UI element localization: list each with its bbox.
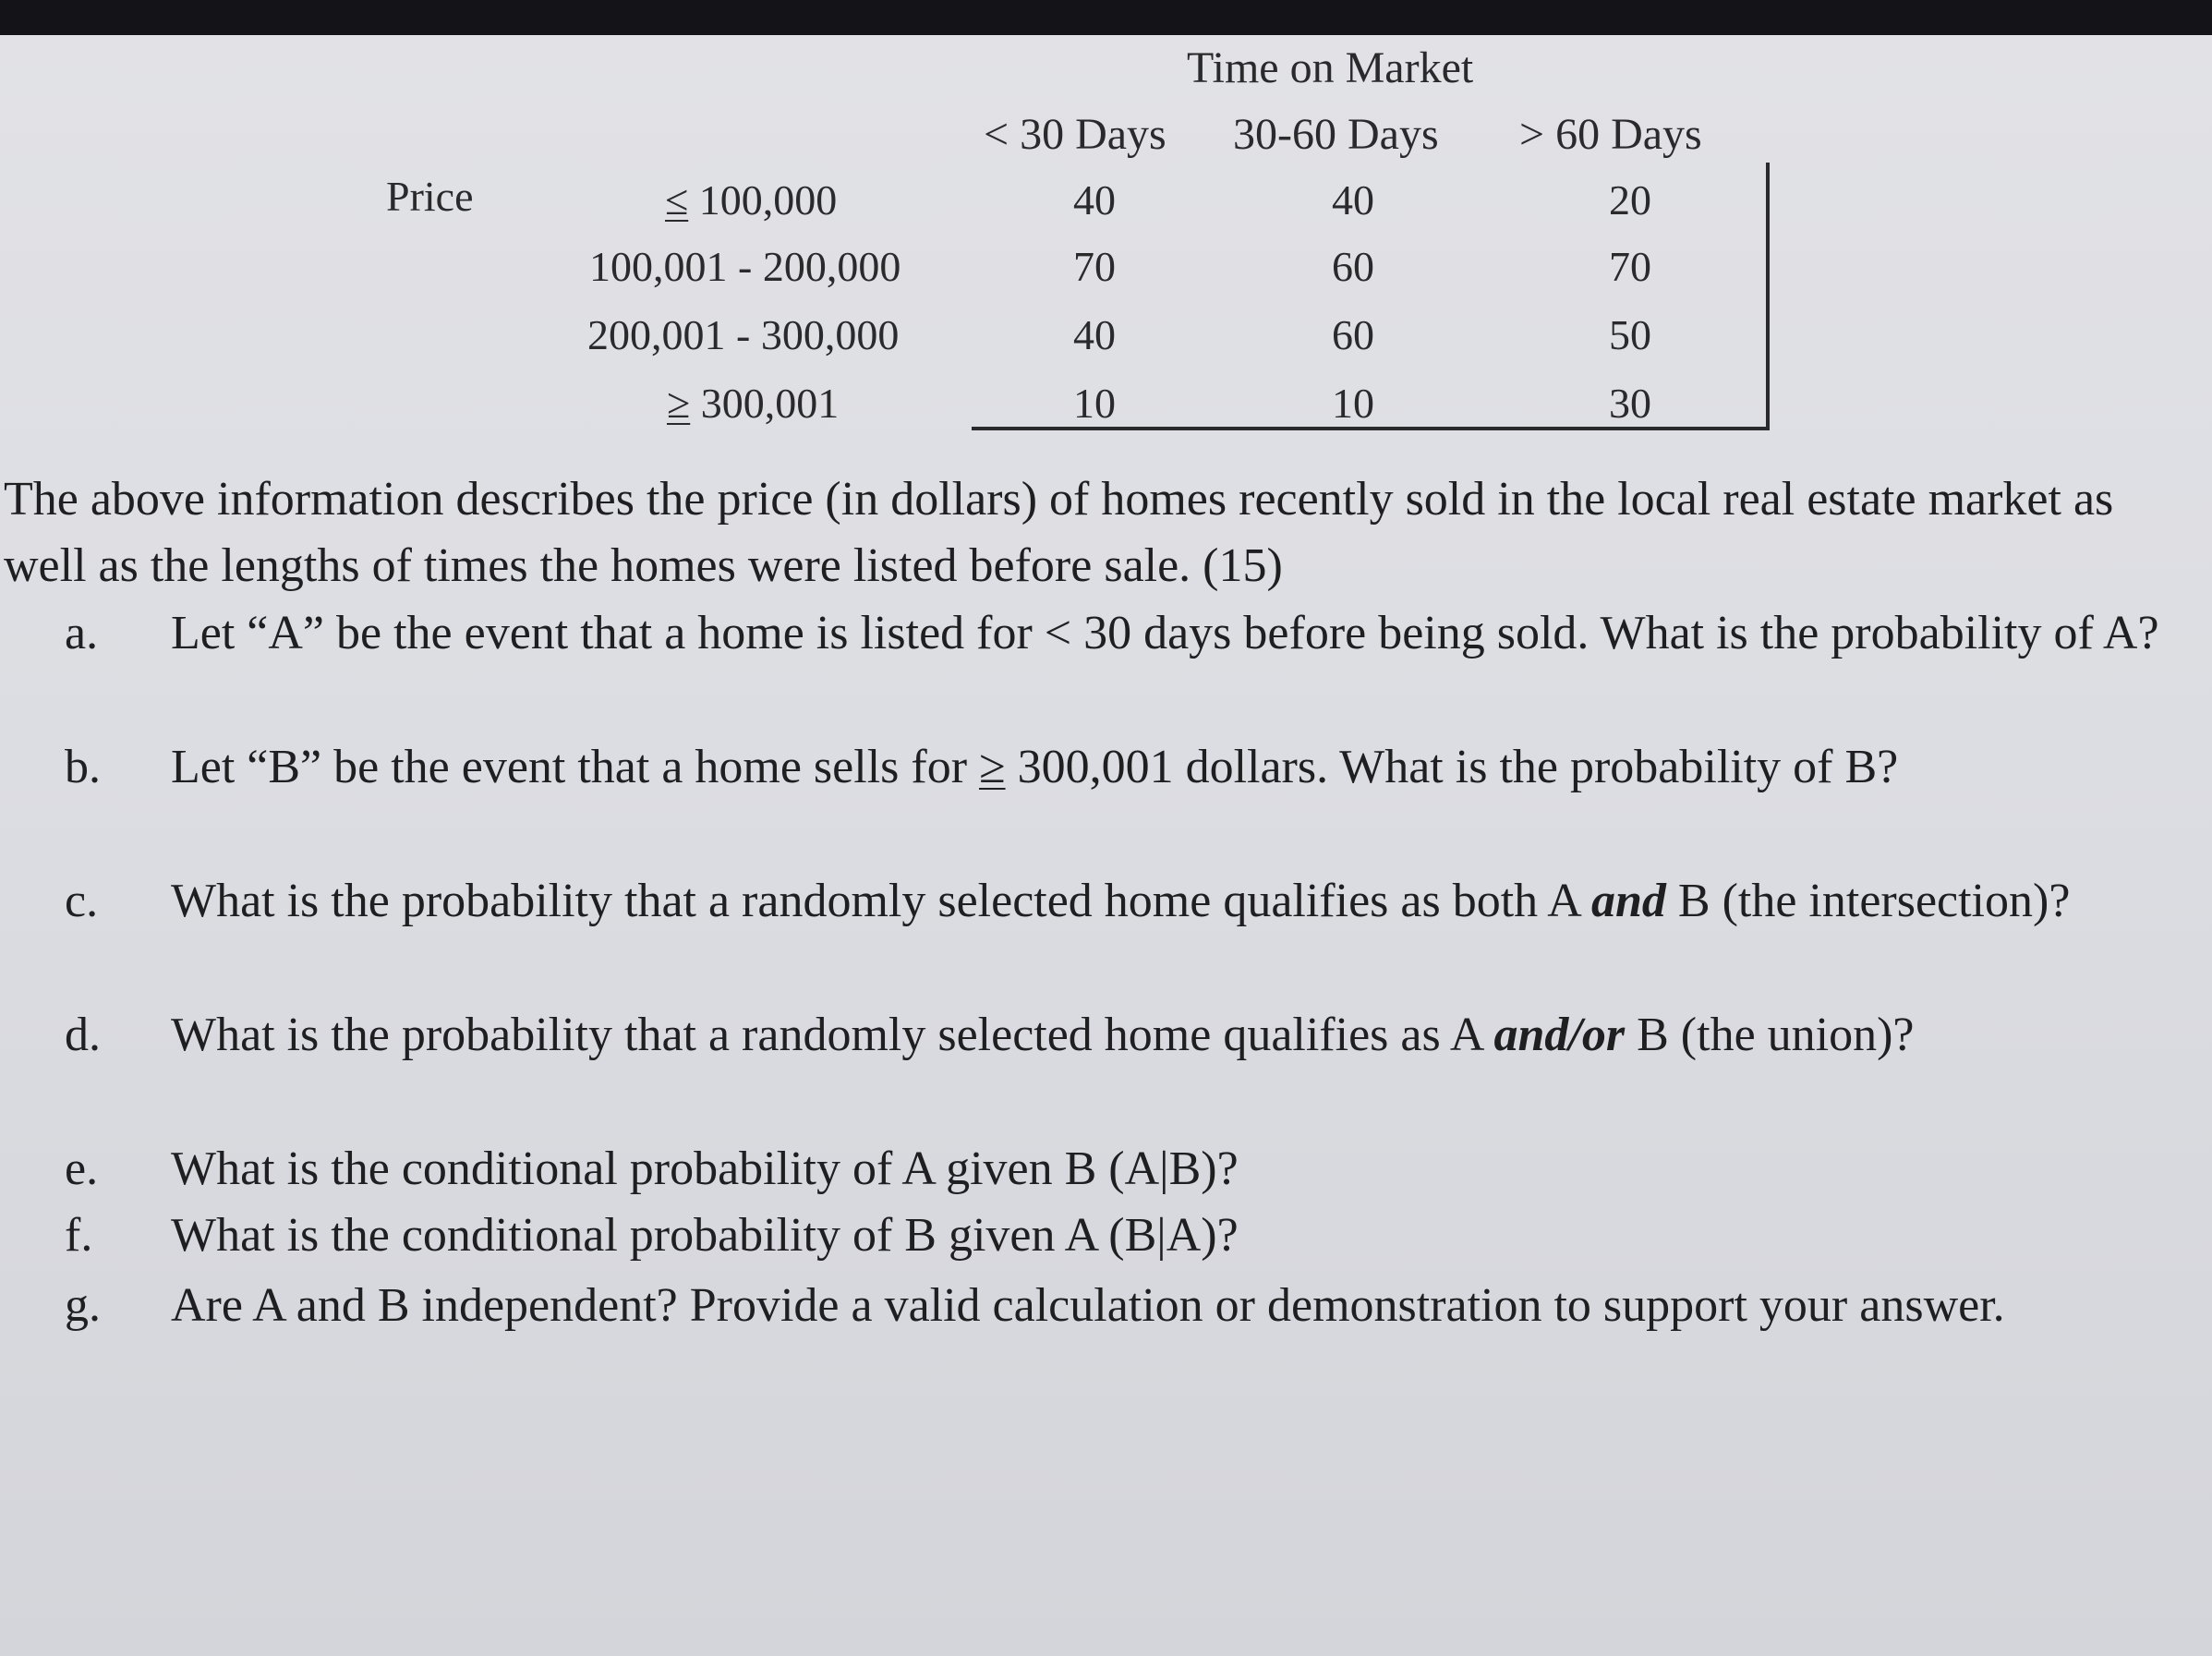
question-text-part: Let “B” be the event that a home sells for xyxy=(171,741,980,793)
row-label-2: 100,001 - 200,000 xyxy=(589,243,901,290)
question-letter: g. xyxy=(65,1279,101,1332)
table-cell: 60 xyxy=(1332,243,1374,290)
question-text-part: Let “A” be the event that a home is listed for < 30 days before being sold. What is the probability of A? xyxy=(171,607,2159,659)
question-text-part: What is the conditional probability of A given B (A|B)? xyxy=(171,1142,1239,1195)
row-label-3: 200,001 - 300,000 xyxy=(587,311,900,358)
question-letter: e. xyxy=(65,1142,99,1195)
table-cell: 40 xyxy=(1073,311,1116,358)
question-text xyxy=(171,600,2175,667)
question-a xyxy=(65,600,2189,667)
column-header-gt60: > 60 Days xyxy=(1519,110,1702,159)
table-cell: 60 xyxy=(1332,311,1374,358)
table-cell: 10 xyxy=(1073,380,1116,427)
question-text xyxy=(171,1203,2175,1269)
question-text-emphasis: and xyxy=(1590,875,1666,927)
table-cell: 10 xyxy=(1332,380,1374,427)
question-text xyxy=(171,1265,2175,1347)
table-cell: 70 xyxy=(1609,243,1651,290)
table-cell: 70 xyxy=(1073,243,1116,290)
row-label-4-symbol: ≥ xyxy=(667,380,691,427)
question-c xyxy=(65,868,2189,935)
question-text-part: B (the union)? xyxy=(1625,1009,1915,1061)
table-cell: 30 xyxy=(1609,380,1651,427)
question-letter: a. xyxy=(65,607,99,659)
table-cell: 40 xyxy=(1073,176,1116,224)
problem-description: The above information describes the price (in dollars) of homes recently sold in the local real estate market as well as the lengths of times the homes were listed before sale. (15) xyxy=(4,473,2114,592)
question-text-part: What is the conditional probability of B given A (B|A)? xyxy=(171,1209,1239,1262)
question-text-part: What is the probability that a randomly selected home qualifies as A xyxy=(171,1009,1494,1061)
question-f xyxy=(65,1203,2189,1269)
table-cell: 50 xyxy=(1609,311,1651,358)
question-letter: d. xyxy=(65,1009,101,1061)
question-text-part: Are A and B independent? Provide a valid calculation or demonstration to support your answer. xyxy=(171,1279,2005,1332)
screen-top-edge xyxy=(0,0,2212,35)
question-text-part: B (the intersection)? xyxy=(1665,875,2071,927)
column-header-30-60: 30-60 Days xyxy=(1233,110,1439,159)
question-text xyxy=(171,734,2175,801)
question-text-emphasis: and/or xyxy=(1493,1009,1626,1061)
question-text xyxy=(171,1136,2175,1203)
row-label-4-text: 300,001 xyxy=(700,380,840,427)
table-title: Time on Market xyxy=(1187,43,1474,92)
row-label-4 xyxy=(667,379,839,428)
table-bottom-border xyxy=(972,427,1770,430)
question-text-part: 300,001 dollars. What is the probability of B? xyxy=(1005,741,1899,793)
question-b xyxy=(65,734,2189,801)
row-label-1 xyxy=(665,175,837,224)
row-label-1-text: 100,000 xyxy=(698,176,838,224)
question-text xyxy=(171,1002,2175,1069)
table-right-border xyxy=(1766,163,1770,430)
question-letter: f. xyxy=(65,1209,93,1262)
row-label-1-symbol: ≤ xyxy=(665,176,689,224)
question-text-part: What is the probability that a randomly selected home qualifies as both A xyxy=(171,875,1591,927)
column-header-lt30: < 30 Days xyxy=(984,110,1166,159)
question-text-symbol: ≥ xyxy=(979,741,1006,793)
question-e xyxy=(65,1136,2189,1203)
question-g xyxy=(65,1265,2189,1347)
question-d xyxy=(65,1002,2189,1069)
question-letter: c. xyxy=(65,875,99,927)
question-text xyxy=(171,868,2175,935)
question-letter: b. xyxy=(65,741,101,793)
table-cell: 40 xyxy=(1332,176,1374,224)
row-header-price: Price xyxy=(386,173,474,220)
table-cell: 20 xyxy=(1609,176,1651,224)
